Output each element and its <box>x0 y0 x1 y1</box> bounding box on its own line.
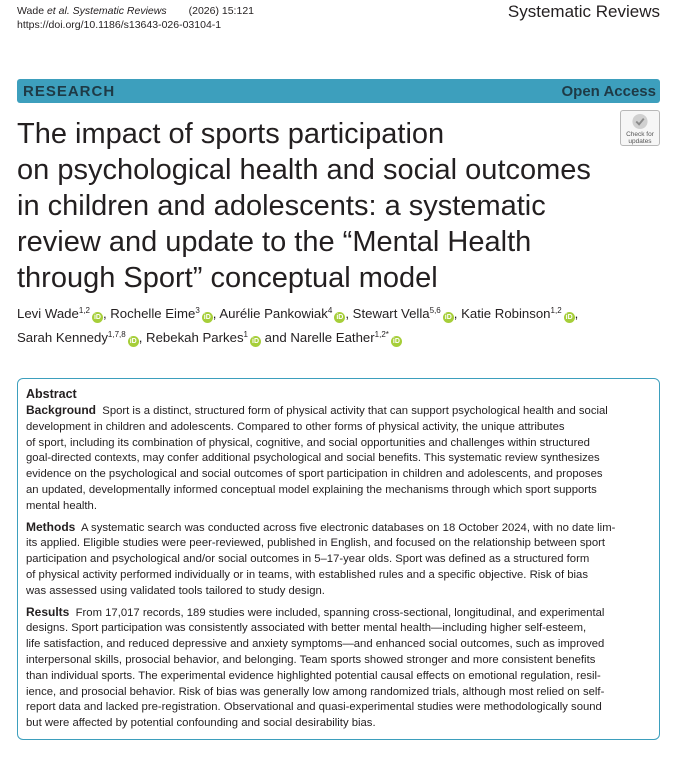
section-label: RESEARCH <box>23 82 116 100</box>
section-banner <box>17 79 660 103</box>
crossmark-label-2: updates <box>628 138 652 145</box>
article-title <box>17 116 617 296</box>
author-list <box>17 300 657 348</box>
author-line: Sarah Kennedy$^{1,7,8}$iD , Rebekah Parkes$^1$iD and Narelle Eather$^{1,2*}$iD <box>17 330 400 345</box>
journal-name: Systematic Reviews <box>507 2 660 21</box>
author-name[interactable]: Rebekah Parkes$^1$iD <box>146 330 259 345</box>
orcid-icon[interactable]: iD <box>336 314 344 321</box>
author-name[interactable]: Narelle Eather$^{1,2*}$iD <box>290 330 400 345</box>
header-year-volume: (2026) 15:121 <box>188 5 254 17</box>
author-line: Levi Wade$^{1,2}$iD , Rochelle Eime$^3$iD , Aurélie Pankowiak$^4$iD , Stewart Vella$^{5,6}$iD , Katie Robinson$^{1,2}$iD , <box>17 306 579 321</box>
abstract-box <box>17 378 660 740</box>
author-name[interactable]: Aurélie Pankowiak$^4$iD <box>219 306 344 321</box>
orcid-icon[interactable]: iD <box>444 314 452 321</box>
abstract-methods: Methods A systematic search was conducted across five electronic databases on 18 October 2024, with no date lim- its applied. Eligible studies were peer-reviewed, published in English, and focused on the relationship between sport participation and psychological and/or social outcomes in 5–17-year olds. Sport was defined as a structured form of physical activity performed individually or in teams, with established rules and a specific objective. Risk of bias was assessed using validated tools tailored to study design. <box>26 519 616 597</box>
orcid-icon[interactable]: iD <box>392 338 400 345</box>
crossmark-label-1: Check for <box>626 131 654 138</box>
title-line: in children and adolescents: a systematic <box>17 190 546 222</box>
check-for-updates-button[interactable] <box>620 110 660 146</box>
author-name[interactable]: Stewart Vella$^{5,6}$iD <box>352 306 452 321</box>
citation-line <box>17 4 254 18</box>
header-author: Wade <box>17 5 45 17</box>
orcid-icon[interactable]: iD <box>203 314 211 321</box>
abstract-title: Abstract <box>26 387 77 401</box>
methods-heading: Methods <box>26 519 76 534</box>
header-et-al: et al. <box>46 5 70 17</box>
doi-link[interactable]: https://doi.org/10.1186/s13643-026-03104-1 <box>17 19 222 31</box>
orcid-icon[interactable]: iD <box>93 314 101 321</box>
crossmark-icon <box>631 113 649 130</box>
orcid-icon[interactable]: iD <box>565 314 573 321</box>
results-heading: Results <box>26 604 70 619</box>
abstract-background: Background Sport is a distinct, structured form of physical activity that can support psychological health and social development in children and adolescents. Compared to other forms of physical activity, the unique attributes of sport, including its combination of physical, cognitive, and social opportunities and challenges within structured goal-directed contexts, may confer additional psychological and social benefits. This systematic review synthesizes evidence on the psychological and social outcomes of sport participation in children and adolescents, and proposes an updated, developmentally informed conceptual model explaining the mechanisms through which sport supports mental health. <box>26 403 608 512</box>
author-name[interactable]: Katie Robinson$^{1,2}$iD <box>461 306 573 321</box>
title-line: on psychological health and social outcomes <box>17 154 591 186</box>
title-line: review and update to the “Mental Health <box>17 226 532 258</box>
running-header <box>17 4 254 32</box>
abstract-results: Results From 17,017 records, 189 studies were included, spanning cross-sectional, longitudinal, and experimental designs. Sport participation was consistently associated with better mental health—including higher self-esteem, life satisfaction, and reduced depressive and anxiety symptoms—and enhanced social outcomes, such as improved interpersonal skills, prosocial behavior, and belonging. Team sports showed stronger and more consistent benefits than individual sports. The experimental evidence highlighted potential causal effects on emotional regulation, resil- ience, and prosocial behavior. Risk of bias was generally low among randomized trials, although most relied on self- report data and lacked pre-registration. Observational and quasi-experimental studies were methodologically sound but were affected by potential confounding and social desirability bias. <box>26 604 605 730</box>
orcid-icon[interactable]: iD <box>252 338 259 345</box>
open-access-label: Open Access <box>561 82 656 100</box>
author-name[interactable]: Sarah Kennedy$^{1,7,8}$iD <box>17 330 137 345</box>
title-line: through Sport” conceptual model <box>17 262 438 294</box>
background-heading: Background <box>26 403 97 417</box>
author-name[interactable]: Rochelle Eime$^3$iD <box>110 306 211 321</box>
orcid-icon[interactable]: iD <box>129 338 137 345</box>
title-line: The impact of sports participation <box>17 118 445 150</box>
header-journal: Systematic Reviews <box>72 5 167 17</box>
author-name[interactable]: Levi Wade$^{1,2}$iD <box>17 306 101 321</box>
